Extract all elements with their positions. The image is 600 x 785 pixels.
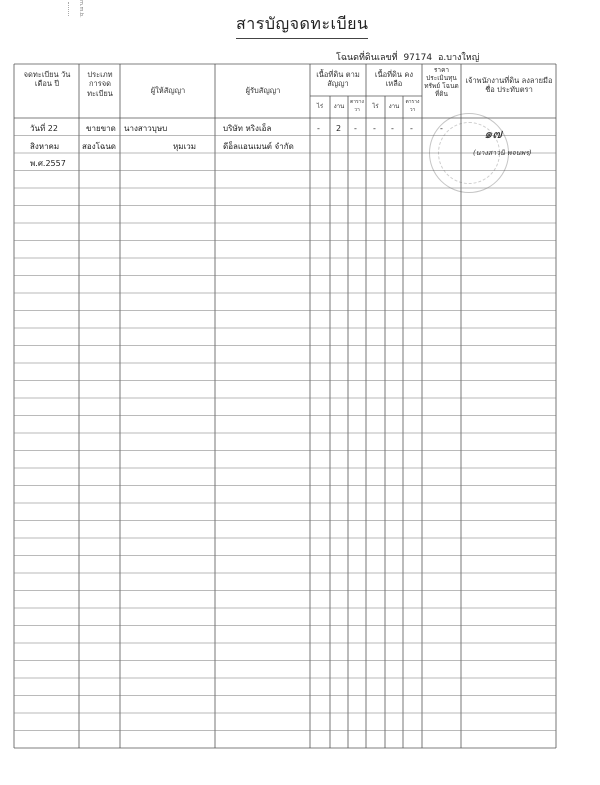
district: อ.บางใหญ่ xyxy=(437,53,480,63)
entry-grantor: นางสาวบุษบ xyxy=(124,124,168,133)
deed-label: โฉนดที่ดินเลขที่ xyxy=(336,53,398,63)
header-date: จดทะเบียน วัน เดือน ปี xyxy=(23,70,71,89)
header-area-remaining: เนื้อที่ดิน คงเหลือ xyxy=(374,70,414,89)
unit-ngan: งาน xyxy=(333,103,345,110)
header-grantor: ผู้ให้สัญญา xyxy=(150,86,186,95)
officer-signature-number: ๑๗ xyxy=(484,127,503,142)
page-title: สารบัญจดทะเบียน xyxy=(236,12,368,39)
entry-grantee: บริษัท หริงเอ็ล xyxy=(223,124,272,133)
header-officer: เจ้าพนักงานที่ดิน ลงลายมือชื่อ ประทับตรา xyxy=(465,76,553,95)
unit-wa: ตารางวา xyxy=(350,99,364,113)
area-remaining-rai: - xyxy=(373,124,376,133)
deed-number: 97174 xyxy=(403,53,433,63)
area-remaining-ngan: - xyxy=(391,124,394,133)
header-price: ราคาประเมินทุนทรัพย์ โฉนดที่ดิน xyxy=(424,66,459,99)
entry-date-day: วันที่ 22 xyxy=(30,124,58,133)
area-contract-rai: - xyxy=(317,124,320,133)
unit-rai: ไร่ xyxy=(372,103,379,110)
entry-date-year: พ.ศ.2557 xyxy=(30,159,66,168)
unit-ngan: งาน xyxy=(388,103,400,110)
entry-type-detail: สองโฉนด xyxy=(82,142,117,151)
header-type: ประเภท การจดทะเบียน xyxy=(87,70,113,98)
entry-type: ขายขาด xyxy=(86,124,116,133)
margin-note: m.m.b. xyxy=(78,0,84,18)
entry-date-month: สิงหาคม xyxy=(30,142,60,151)
entry-grantor-surname: หุมเวม xyxy=(173,142,197,151)
header-grantee: ผู้รับสัญญา xyxy=(245,86,281,95)
area-contract-wa: - xyxy=(354,124,357,133)
entry-grantee-detail: ดีอ็ลแอนเมนต์ จำกัด xyxy=(223,142,294,151)
unit-wa: ตารางวา xyxy=(405,99,420,113)
header-area-contract: เนื้อที่ดิน ตามสัญญา xyxy=(316,70,360,89)
price-value: - xyxy=(440,124,443,133)
unit-rai: ไร่ xyxy=(316,103,324,110)
officer-name: (นางสาวนิ พจนพร) xyxy=(473,149,532,157)
area-contract-ngan: 2 xyxy=(336,124,342,133)
area-remaining-wa: - xyxy=(410,124,413,133)
